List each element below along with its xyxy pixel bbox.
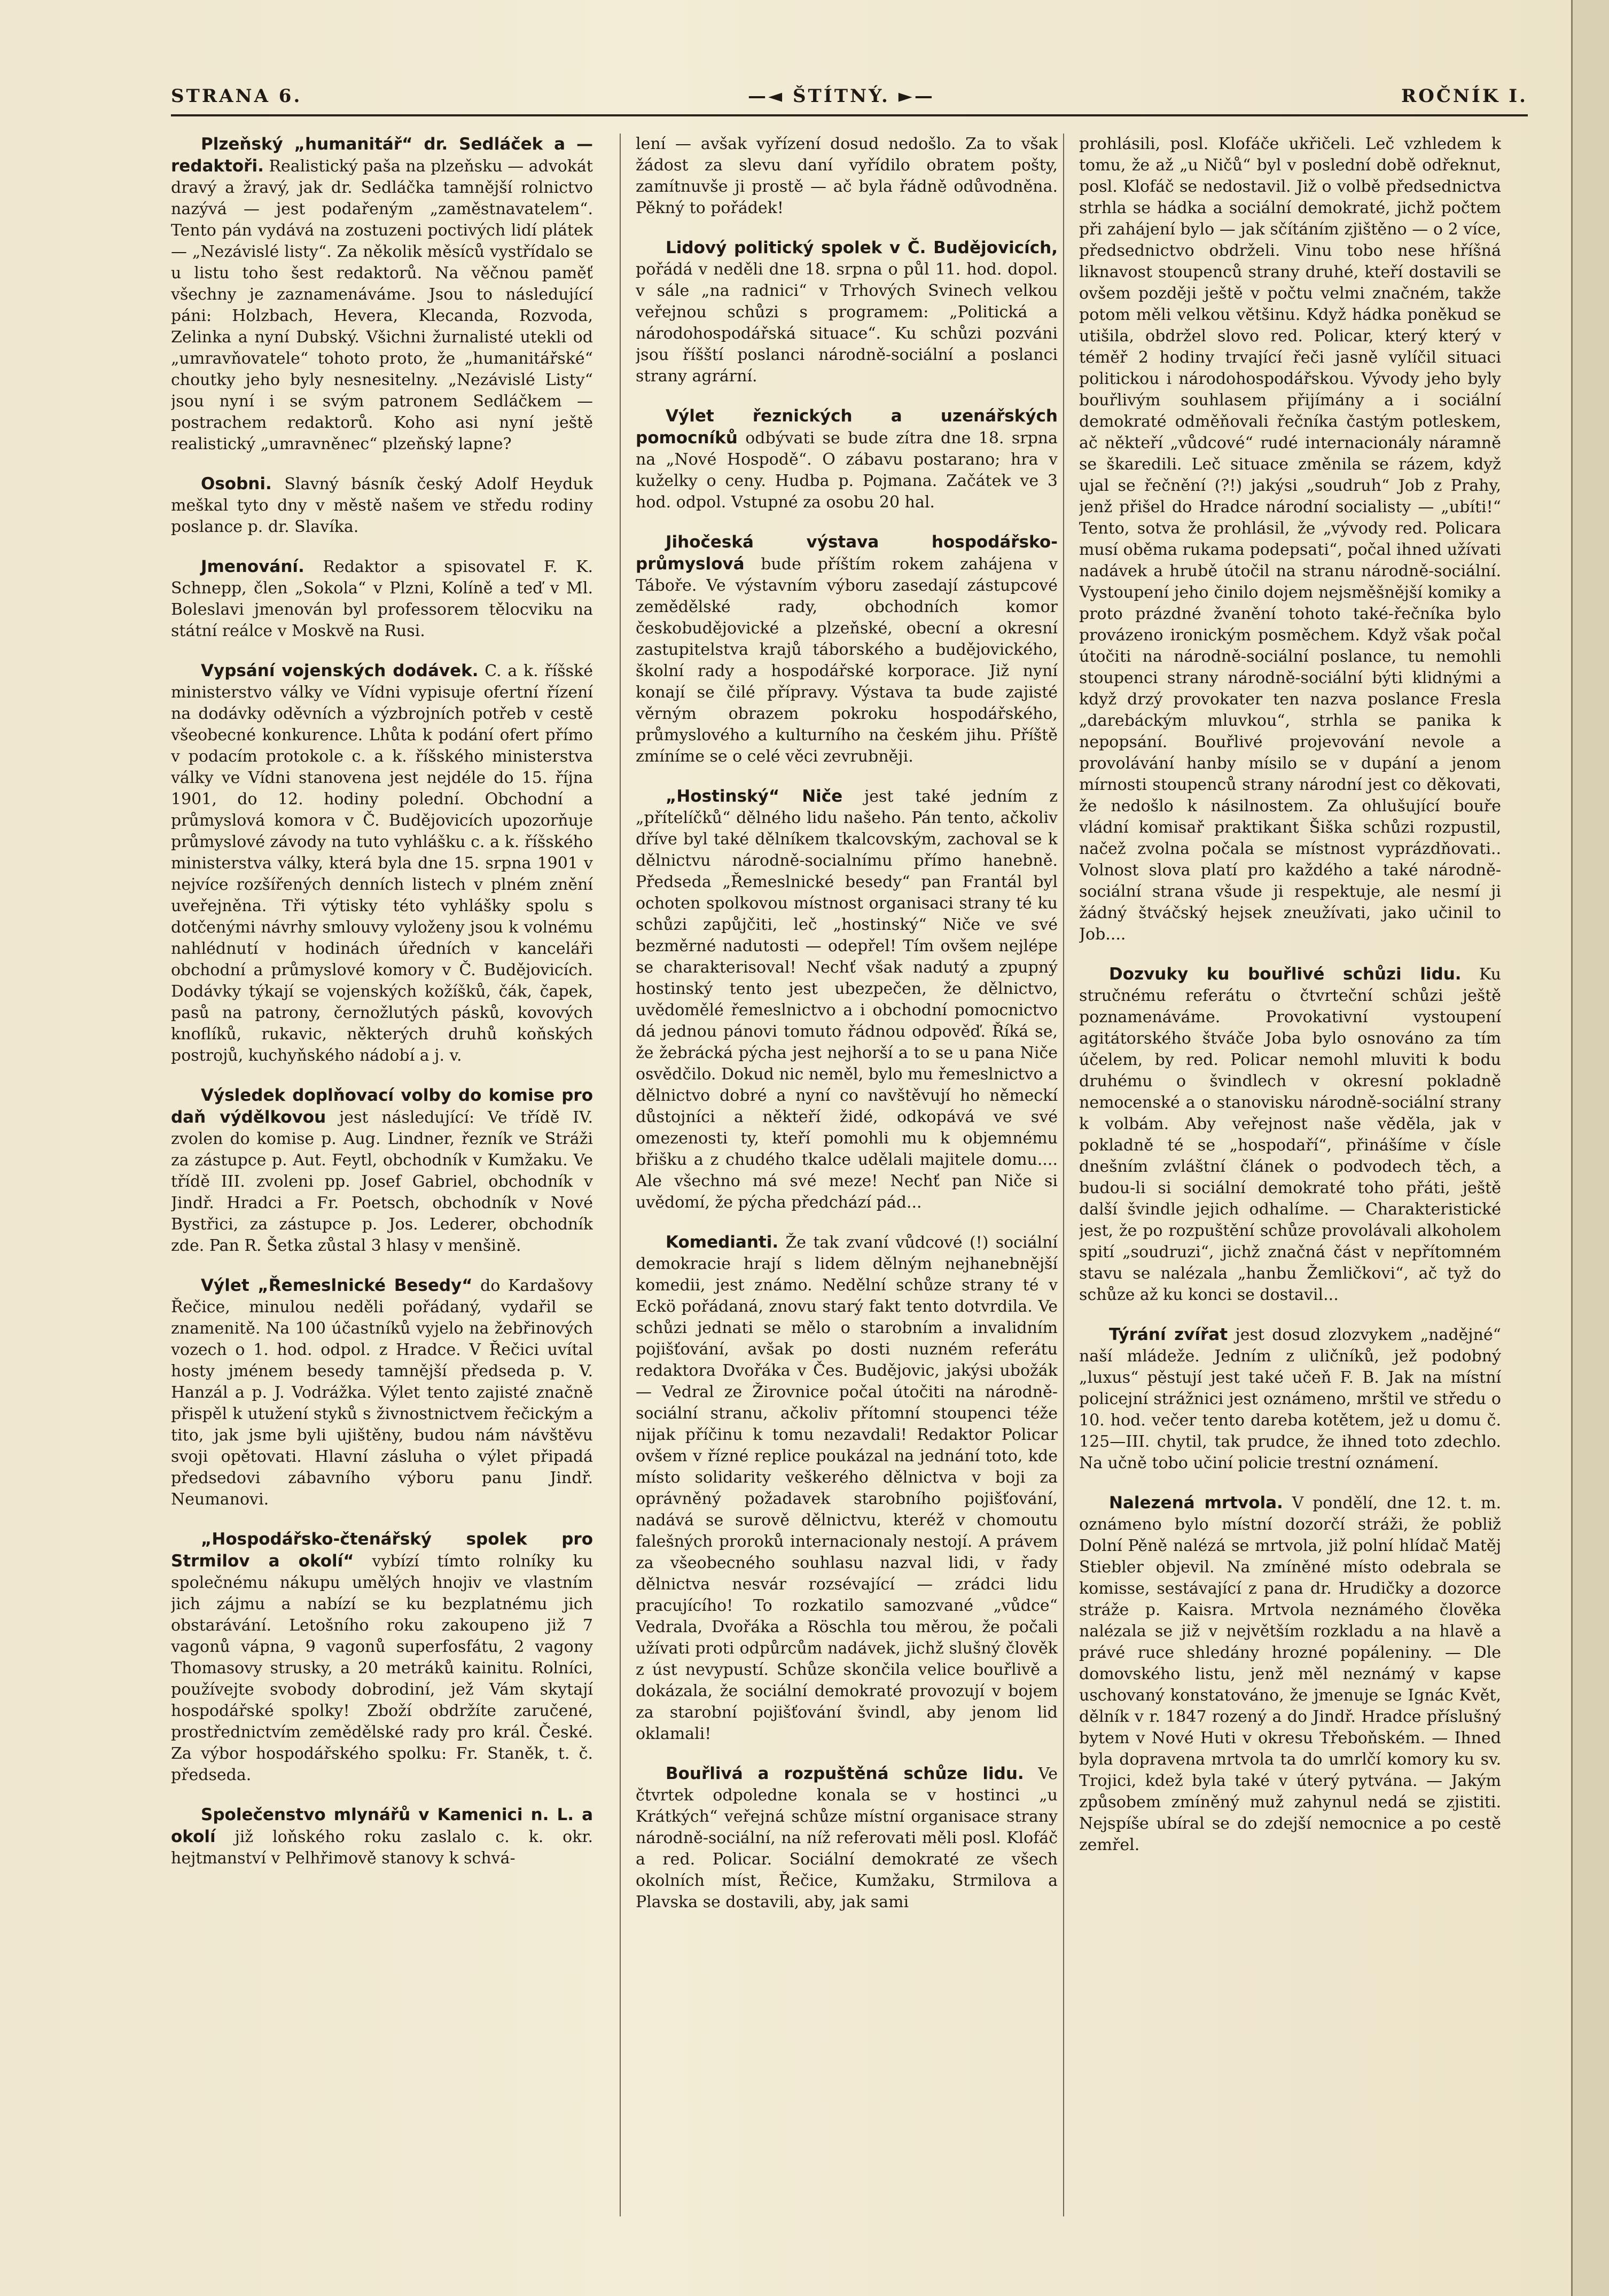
article-heading: Nalezená mrtvola. <box>1109 1493 1283 1513</box>
masthead-title-text: ŠTÍTNÝ. <box>793 85 890 107</box>
article-text: Realistický paša na plzeňsku — advokát dravý a žravý, jak dr. Sedláčka tamnější rolnictvo nazývá — jest podařeným „zaměstnavatelem“. Tento pán vydává na zostuzeni poctivých lidí plátek — „Nezávislé listy“. Za několik měsíců vystřídalo se u listu toho šest redaktorů. Na věčnou paměť všechny je zaznamenáváme. Jsou to následující páni: Holzbach, Hevera, Klecanda, Rozvoda, Zelinka a nyní Dubský. Všichni žurnalisté utekli od „umravňovatele“ tohoto proto, že „humanitářské“ choutky jeho byly nesnesitelny. „Nezávislé Listy“ jsou nyní i se svým patronem Sedláčkem — postrachem redaktorů. Koho asi nyní ještě realistický „umravněnec“ plzeňský lapne? <box>171 157 593 453</box>
article <box>636 1763 1058 1913</box>
article-heading: Dozvuky ku bouřlivé schůzi lidu. <box>1109 965 1462 984</box>
article-text: V pondělí, dne 12. t. m. oznámeno bylo místní dozorčí stráži, že pobliž Dolní Pěně nalézá se mrtvola, již polní hlídač Matěj Stiebler objevil. Na zmíněné místo odebrala se komisse, sestávající z pana dr. Hrudičky a dozorce stráže p. Kaisra. Mrtvola neznámého člověka nalézala se již v největším rozkladu a na hlavě a právé ruce shledány hrozné popáleniny. — Dle domovského listu, jenž měl neznámý v kapse uschovaný konstatováno, že jmenuje se Ignác Květ, dělník v r. 1847 rozený a do Jindř. Hradce příslušný bytem v Nové Huti v okresu Třeboňském. — Ihned byla dopravena mrtvola ta do umrlčí komory ku sv. Trojici, kdež byla také v úterý pytvána. — Jakým způsobem zmíněný muž zahynul nedá se zjistiti. Nejspíše ubíral se do zdejší nemocnice a po cestě zemřel. <box>1079 1494 1501 1854</box>
ornament-right-icon: ► <box>898 85 915 107</box>
article-heading: Výsledek doplňovací volby do komise pro daň výdělkovou <box>171 1086 593 1127</box>
article-text: jest následující: Ve třídě IV. zvolen do komise p. Aug. Lindner, řezník ve Stráži za zástupce p. Aut. Feytl, obchodník v Kumžaku. Ve třídě III. zvoleni pp. Josef Gabriel, obchodník v Jindř. Hradci a Fr. Poetsch, obchodník v Nové Bystřici, za zástupce p. Jos. Lederer, obchodník zde. Pan R. Šetka zůstal 3 hlasy v menšině. <box>171 1108 593 1255</box>
article-heading: „Hostinský“ Niče <box>666 787 843 806</box>
article-heading: Komedianti. <box>666 1233 779 1252</box>
column-1 <box>171 134 593 2227</box>
article-text: vybízí tímto rolníky ku společnému nákupu umělých hnojiv ve vlastním jich zájmu a nabízí se ku bezplatnému jich obstarávání. Letošního roku zakoupeno již 7 vagonů vápna, 9 vagonů superfosfátu, 2 vagony Thomasovy strusky, a 20 metráků kainitu. Rolníci, používejte svobody dobrodiní, jež Vám skytají hospodářské spolky! Zboží obdržíte zaručené, prostřednictvím zemědělské rady pro král. České. Za výbor hospodářského spolku: Fr. Staněk, t. č. předseda. <box>171 1552 593 1784</box>
article <box>636 786 1058 1213</box>
article <box>171 134 593 455</box>
article <box>171 1085 593 1257</box>
article <box>636 134 1058 219</box>
page-header <box>171 80 1528 112</box>
article-heading: Osobni. <box>201 474 272 493</box>
article-text: Ku stručnému referátu o čtvrteční schůzi ještě poznamenáváme. Provokativní vystoupení agitátorského štváče Joba bylo osnováno za tím účelem, by red. Policar nemohl mluviti k bodu druhému o švindlech v okresní pokladně nemocenské a o stanovisku národně-sociální strany k volbám. Aby veřejnost naše věděla, jak v pokladně té se „hospodaří“, přinášíme v čísle dnešním zvláštní článek o podvodech těch, a budou-li si sociální demokraté toho přáti, ještě další švindle jejich odhalíme. — Charakteristické jest, že po rozpuštění schůze provolávali alkoholem spití „soudruzi“, jichž značná část v nepřítomném stavu se nalézala „hanbu Žemličkovi“, ač tyž do schůze až ku konci se dostavil... <box>1079 965 1501 1304</box>
column-3 <box>1079 134 1501 2227</box>
header-rule <box>171 114 1528 116</box>
article-heading: Týrání zvířat <box>1109 1325 1228 1344</box>
article <box>1079 134 1501 945</box>
article-text: Ve čtvrtek odpoledne konala se v hostinci „u Krátkých“ veřejná schůze místní organisace strany národně-sociální, na níž referovati měli posl. Klofáč a red. Policar. Sociální demokraté ze všech okolních míst, Řečice, Kumžaku, Strmilova a Plavska se dostavili, aby, jak sami <box>636 1765 1058 1911</box>
article <box>1079 1492 1501 1856</box>
article-text: C. a k. říšské ministerstvo války ve Vídni vypisuje ofertní řízení na dodávky oděvních a výzbrojních potřeb v cestě všeobecné konkurence. Lhůta k podání ofert přímo v podacím protokole c. a k. říšského ministerstva války ve Vídni stanovena jest nejdéle do 15. října 1901, do 12. hodiny polední. Obchodní a průmyslová komora v Č. Budějovicích upozorňuje průmyslové závody na tuto vyhlášku c. a k. říšského ministerstva války, která byla dne 15. srpna 1901 v nejvíce rozšířených denních listech v plném znění uveřejněna. Tři výtisky této vyhlášky spolu s dotčenými návrhy smlouvy vyloženy jsou k volnému nahlédnutí v hodinách úředních v kanceláři obchodní a průmyslové komory v Č. Budějovicích. Dodávky týkají se vojenských kožíšků, čák, čapek, pasů na patrony, černožlutých pásků, kovových knoflíků, rukavic, některých druhů koňských postrojů, kuchyňského nádobí a j. v. <box>171 662 593 1065</box>
article <box>1079 1324 1501 1474</box>
article-text: Slavný básník český Adolf Heyduk meškal tyto dny v městě našem ve středu rodiny poslance p. dr. Slavíka. <box>171 475 593 536</box>
article-text: odbývati se bude zítra dne 18. srpna na „Nové Hospodě“. O zábavu postarano; hra v kuželky o ceny. Hudba p. Pojmana. Začátek ve 3 hod. odpol. Vstupné za osobu 20 hal. <box>636 429 1058 512</box>
article-heading: Plzeňský „humanitář“ dr. Sedláček a — redaktoři. <box>171 135 593 176</box>
article-text: prohlásili, posl. Klofáče ukřičeli. Leč vzhledem k tomu, že až „u Ničů“ byl v poslední době odřeknut, posl. Klofáč se nedostavil. Již o volbě předsednictva strhla se hádka a sociální demokraté, jichž počtem při zahájení bylo — jak sčítáním zjištěno — o 2 více, předsednictvo obdrželi. Vinu tobo nese hříšná liknavost stoupenců strany druhé, kteří dostavili se ovšem později ještě v počtu velmi značném, takže potom měli velkou většinu. Když hádka poněkud se utišila, obdržel slovo red. Policar, který který v téměř 2 hodiny trvající řeči jasně vylíčil situaci politickou i národohospodářskou. Vývody jeho byly bouřlivým souhlasem přijímány a i sociální demokraté odměňovali řečníka častým potleskem, ač někteří „vůdcové“ rudé internacionály náramně se škaredili. Leč situace změnila se rázem, když ujal se řečnění (?!) jakýsi „soudruh“ Job z Prahy, jenž přišel do Hradce národní socialisty — „ubíti!“ Tento, sotva že prohlásil, že „vývody red. Policara musí oběma rukama podepsati“, počal ihned užívati nadávek a hrubě útočil na stranu národně-sociální. Vystoupení jeho činilo dojem nejsměšnější komiky a proto prázdné žvanění tohoto také-řečníka bylo provázeno ironickým posměchem. Když však počal útočiti na národně-sociální poslance, tu nemohli stoupenci strany národně-sociální býti klidnými a když drzý provokater ten nazva poslance Fresla „darebáckým mluvkou“, strhla se panika k nepopsání. Bouřlivé projevování nevole a provolávání hanby mísilo se v dupání a jenom mírnosti stoupenců strany národní jest co děkovati, že nedošlo k násilnostem. Za ohlušující bouře vládní komisař praktikant Šiška schůzi rozpustil, načež zvolna počala se místnost vyprázdňovati.. Volnost slova platí pro každého a také národně-sociální strana všude ji respektuje, ale nesmí ji žádný štváčský hejsek zneužívati, jako učinil to Job.... <box>1079 135 1501 944</box>
article-heading: Jihočeská výstava hospodářsko-průmyslová <box>636 532 1058 574</box>
article <box>171 660 593 1067</box>
volume-number: ROČNÍK I. <box>1401 85 1528 107</box>
article <box>1079 963 1501 1306</box>
column-2 <box>636 134 1058 2227</box>
article <box>171 1275 593 1510</box>
article <box>636 531 1058 767</box>
article-heading: „Hospodářsko-čtenářský spolek pro Strmilov a okolí“ <box>171 1530 593 1571</box>
article-text: Redaktor a spisovatel F. K. Schnepp, člen „Sokola“ v Plzni, Kolíně a teď v Ml. Boleslavi jmenován byl professorem tělocviku na státní reálce v Moskvě na Rusi. <box>171 558 593 640</box>
article-heading: Společenstvo mlynářů v Kamenici n. L. a okolí <box>171 1805 593 1846</box>
article <box>636 1232 1058 1745</box>
article <box>636 405 1058 513</box>
column-divider <box>1063 134 1064 2216</box>
article-text: lení — avšak vyřízení dosud nedošlo. Za to však žádost za slevu daní vyřídilo obratem pošty, zamítnuvše ji prostě — ač byla řádně odůvodněna. Pěkný to pořádek! <box>636 135 1058 217</box>
article-heading: Výlet řeznických a uzenářských pomocníků <box>636 406 1058 448</box>
article-text: jest také jedním z „přítelíčků“ dělného lidu našeho. Pán tento, ačkoliv dříve byl také dělníkem tkalcovským, zachoval se k dělnictvu národně-socialnímu přímo hanebně. Předseda „Řemeslnické besedy“ pan Frantál byl ochoten spolkovou místnost organisaci strany té ku schůzi zapůjčiti, leč „hostinský“ Niče ve své bezměrné nadutosti — odepřel! Tím ovšem nejlépe se charakterisoval! Nechť však nadutý a zpupný hostinský tento jest ubezpečen, že dělnictvo, uvědomělé řemeslnictvo a i obchodní pomocnictvo dá jednou pánovi tomuto řádnou odpověď. Říká se, že žebrácká pýcha jest nejhorší a to se u pana Niče osvědčilo. Dokud nic neměl, bylo mu řemeslnictvo a dělnictvo dobré a nyní co navštěvují ho německí důstojníci a někteří židé, odkopává ve své omezenosti ty, kteří pomohli mu k objemnému břišku a z chudého tkalce udělali majitele domu.... Ale všechno má své meze! Nechť pan Niče si uvědomí, že pýcha předchází pád... <box>636 787 1058 1212</box>
article-text: do Kardašovy Řečice, minulou neděli pořádaný, vydařil se znamenitě. Na 100 účastníků vyjelo na žebřinových vozech o 1. hod. odpol. z Hradce. V Řečici uvítal hosty jménem besedy tamnější předseda p. V. Hanzál a p. J. Vodrážka. Výlet tento zajisté značně přispěl k utužení styků s živnostnictvem řečickým a tito, jak jsme byli ujištěny, budou nám návštěvu svoji opětovati. Hlavní zásluha o výlet připadá předsedovi zábavního výboru panu Jindř. Neumanovi. <box>171 1276 593 1509</box>
article <box>171 1804 593 1869</box>
page-number: STRANA 6. <box>171 85 302 107</box>
page-edge <box>1571 0 1609 2296</box>
article <box>171 473 593 538</box>
article-text: pořádá v neděli dne 18. srpna o půl 11. hod. dopol. v sále „na radnici“ v Trhových Svinech velkou veřejnou schůzi s programem: „Politická a národohospodářská situace“. Ku schůzi pozváni jsou říšští poslanci národně-sociální a poslanci strany agrární. <box>636 260 1058 386</box>
article <box>636 237 1058 387</box>
article-text: jest dosud zlozvykem „nadějné“ naší mládeže. Jedním z uličníků, jež podobný „luxus“ pěstují jest také učeň F. B. Jak na místní policejní strážnici jest oznámeno, mrštil ve středu o 10. hod. večer tento dareba kotětem, jež u domu č. 125—III. chytil, tak prudce, že ihned toto zdechlo. Na učně tobo učiní policie trestní oznámení. <box>1079 1326 1501 1472</box>
article <box>171 556 593 642</box>
article-text: Že tak zvaní vůdcové (!) sociální demokracie hrají s lidem dělným nejhanebnější komedii, jest známo. Nedělní schůze strany té v Eckö pořádaná, znovu starý fakt tento dotvrdila. Ve schůzi jednati se mělo o starobním a invalidním pojišťování, avšak po dosti nuzném referátu redaktora Dvořáka v Čes. Budějovic, jakýsi ubožák — Vedral ze Žirovnice počal útočiti na národně-sociální stranu, ačkoliv přítomní stoupenci téže nijak příčinu k tomu nezavdali! Redaktor Policar ovšem v řízné replice poukázal na jednání toto, kde místo solidarity veškerého dělnictva v boji za oprávněný požadavek starobního pojišťování, nadává se surově dělnictvu, kteréž v chomoutu falešných proroků internacionaly nestojí. A právem za všeobecného souhlasu nazval lidi, v řady dělnictva nesvár rozsévající — zrádci lidu pracujícího! To rozkatilo samozvané „vůdce“ Vedrala, Dvořáka a Röschla tou měrou, že počali užívati proti odpůrcům nadávek, jichž slušný člověk z úst nevypustí. Schůze skončila velice bouřlivě a dokázala, že sociální demokraté provozují v bojem za starobní pojišťování švindl, aby jenom lid oklamali! <box>636 1233 1058 1743</box>
ornament-left-icon: ◄ <box>768 85 785 107</box>
article-heading: Lidový politický spolek v Č. Budějovicích, <box>666 238 1058 257</box>
article-text: bude příštím rokem zahájena v Táboře. Ve výstavním výboru zasedají zástupcové zemědělské rady, obchodních komor českobudějovické a plzeňské, obecní a okresní zastupitelstva krajů táborského a budějovického, školní rady a hospodářské korporace. Již nyní konají se čilé přípravy. Výstava ta bude zajisté věrným obrazem pokroku hospodářského, průmyslového a kulturního na českém jihu. Příště zmíníme se o celé věci zevrubněji. <box>636 555 1058 766</box>
article-heading: Bouřlivá a rozpuštěná schůze lidu. <box>666 1764 1024 1783</box>
article-text: již loňského roku zaslalo c. k. okr. hejtmanství v Pelhřimově stanovy k schvá- <box>171 1828 593 1868</box>
article-heading: Výlet „Řemeslnické Besedy“ <box>201 1276 473 1295</box>
article <box>171 1529 593 1786</box>
column-divider <box>620 134 621 2216</box>
article-heading: Jmenování. <box>201 557 304 576</box>
article-heading: Vypsání vojenských dodávek. <box>201 661 479 680</box>
masthead-title: —◄ ŠTÍTNÝ. ►— <box>748 85 935 107</box>
